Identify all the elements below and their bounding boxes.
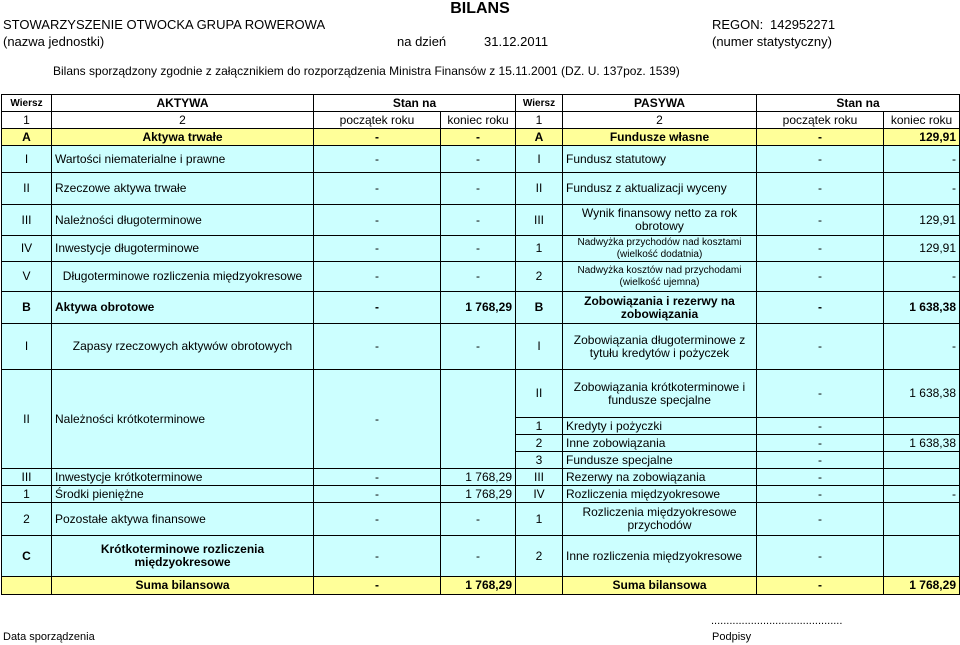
row-code: III (516, 469, 563, 486)
row-name: Aktywa trwałe (52, 129, 314, 146)
row-end (884, 536, 960, 577)
row-end: - (884, 324, 960, 370)
row-start: - (314, 324, 441, 370)
signature-dots: ........................................... (711, 615, 843, 627)
row-code: 2 (516, 262, 563, 292)
row-end (884, 503, 960, 536)
sum-start: - (314, 577, 441, 595)
row-name: Inne rozliczenia międzyokresowe (563, 536, 757, 577)
row-start: - (757, 292, 884, 324)
row-name: Rozliczenia międzyokresowe (563, 486, 757, 503)
row-end: - (441, 536, 516, 577)
row-end: - (441, 173, 516, 205)
row-start: - (757, 146, 884, 173)
row-code: B (2, 292, 52, 324)
row-name: Inwestycje długoterminowe (52, 236, 314, 262)
row-code: 1 (516, 236, 563, 262)
row-end: 1 638,38 (884, 435, 960, 452)
header-pasywa: PASYWA (563, 95, 757, 112)
row-start: - (757, 370, 884, 418)
row-code: V (2, 262, 52, 292)
header-wiersz-left: Wiersz (2, 95, 52, 112)
table-row (2, 236, 960, 262)
row-code: 1 (2, 486, 52, 503)
row-end: 1 768,29 (441, 469, 516, 486)
row-code: III (2, 205, 52, 236)
row-name: Należności długoterminowe (52, 205, 314, 236)
row-end (884, 418, 960, 435)
row-code: II (516, 173, 563, 205)
sum-start: - (757, 577, 884, 595)
row-name: Środki pieniężne (52, 486, 314, 503)
row-start: - (314, 262, 441, 292)
row-end: - (884, 262, 960, 292)
colnum-1-right: 1 (516, 112, 563, 129)
row-name: Fundusze własne (563, 129, 757, 146)
row-name: Kredyty i pożyczki (563, 418, 757, 435)
row-code: 2 (516, 536, 563, 577)
header-wiersz-right: Wiersz (516, 95, 563, 112)
row-end (884, 469, 960, 486)
table-row (2, 173, 960, 205)
row-code: II (2, 370, 52, 469)
row-start: - (314, 292, 441, 324)
row-name: Nadwyżka kosztów nad przychodami (wielkość ujemna) (563, 262, 757, 292)
org-name: STOWARZYSZENIE OTWOCKA GRUPA ROWEROWA (3, 17, 326, 32)
row-name: Nadwyżka przychodów nad kosztami (wielkość dodatnia) (563, 236, 757, 262)
row-start: - (314, 469, 441, 486)
row-end: - (441, 129, 516, 146)
basis-note: Bilans sporządzony zgodnie z załącznikiem do rozporządzenia Ministra Finansów z 15.11.2001 (DZ. U. 137poz. 1539) (53, 64, 680, 78)
colnum-1-left: 1 (2, 112, 52, 129)
date-caption: Data sporządzenia (3, 631, 95, 643)
row-start: - (314, 146, 441, 173)
sum-code (516, 577, 563, 595)
row-end: 129,91 (884, 129, 960, 146)
row-end: - (441, 205, 516, 236)
table-row (2, 370, 960, 418)
row-start: - (757, 129, 884, 146)
sum-end: 1 768,29 (441, 577, 516, 595)
row-start: - (314, 173, 441, 205)
row-code: IV (516, 486, 563, 503)
row-end: 1 638,38 (884, 292, 960, 324)
row-end: 129,91 (884, 205, 960, 236)
header-stan-na-right: Stan na (757, 95, 960, 112)
row-code: II (516, 370, 563, 418)
row-start: - (757, 503, 884, 536)
row-name: Aktywa obrotowe (52, 292, 314, 324)
row-code: A (516, 129, 563, 146)
row-code: I (516, 324, 563, 370)
table-row (2, 324, 960, 370)
table-row (2, 146, 960, 173)
row-end: - (884, 146, 960, 173)
row-start: - (757, 262, 884, 292)
sum-code (2, 577, 52, 595)
table-row (2, 129, 960, 146)
org-caption: (nazwa jednostki) (3, 34, 105, 49)
row-name: Wartości niematerialne i prawne (52, 146, 314, 173)
row-end: 1 638,38 (884, 370, 960, 418)
row-name: Należności krótkoterminowe (52, 370, 314, 469)
row-code: 2 (516, 435, 563, 452)
row-name: Rzeczowe aktywa trwałe (52, 173, 314, 205)
date-label: na dzień (397, 34, 447, 49)
table-row (2, 205, 960, 236)
header-stan-na-left: Stan na (314, 95, 516, 112)
row-start: - (757, 536, 884, 577)
row-end: 1 768,29 (441, 292, 516, 324)
row-code: III (516, 205, 563, 236)
table-row (2, 469, 960, 486)
row-end: - (884, 486, 960, 503)
row-end: 1 768,29 (441, 486, 516, 503)
row-start: - (314, 503, 441, 536)
row-code: 1 (516, 418, 563, 435)
row-start: - (314, 205, 441, 236)
table-row (2, 536, 960, 577)
row-end (884, 452, 960, 469)
row-end: - (441, 503, 516, 536)
row-name: Fundusze specjalne (563, 452, 757, 469)
row-start: - (757, 469, 884, 486)
row-code: A (2, 129, 52, 146)
row-start: - (314, 129, 441, 146)
row-name: Krótkoterminowe rozliczenia międzyokresowe (52, 536, 314, 577)
table-row (2, 262, 960, 292)
row-name: Inwestycje krótkoterminowe (52, 469, 314, 486)
row-name: Zobowiązania długoterminowe z tytułu kredytów i pożyczek (563, 324, 757, 370)
sum-row (2, 577, 960, 595)
column-number-row (2, 112, 960, 129)
row-end: - (441, 146, 516, 173)
row-start: - (757, 486, 884, 503)
row-start: - (314, 370, 441, 469)
signatures-caption: Podpisy (712, 631, 752, 643)
row-code: II (2, 173, 52, 205)
sum-name: Suma bilansowa (563, 577, 757, 595)
row-start: - (757, 236, 884, 262)
regon-label: REGON: (712, 17, 764, 32)
row-start: - (314, 236, 441, 262)
row-start: - (757, 452, 884, 469)
row-start: - (314, 536, 441, 577)
row-start: - (757, 418, 884, 435)
colnum-2-right: 2 (563, 112, 757, 129)
row-name: Zapasy rzeczowych aktywów obrotowych (52, 324, 314, 370)
row-name: Rozliczenia międzyokresowe przychodów (563, 503, 757, 536)
table-row (2, 292, 960, 324)
document-title: BILANS (450, 0, 510, 17)
table-row (2, 503, 960, 536)
regon-caption: (numer statystyczny) (712, 34, 832, 49)
row-code: I (2, 324, 52, 370)
row-end: 129,91 (884, 236, 960, 262)
row-name: Pozostałe aktywa finansowe (52, 503, 314, 536)
col-end-left: koniec roku (441, 112, 516, 129)
regon-value: 142952271 (770, 17, 836, 32)
row-name: Zobowiązania i rezerwy na zobowiązania (563, 292, 757, 324)
date-value: 31.12.2011 (484, 34, 549, 49)
col-start-right: początek roku (757, 112, 884, 129)
row-code: 1 (516, 503, 563, 536)
row-end: - (441, 236, 516, 262)
row-end (441, 370, 516, 469)
sum-end: 1 768,29 (884, 577, 960, 595)
row-name: Fundusz statutowy (563, 146, 757, 173)
row-start: - (757, 205, 884, 236)
header-row (2, 95, 960, 112)
colnum-2-left: 2 (52, 112, 314, 129)
balance-sheet-table (1, 94, 960, 595)
col-start-left: początek roku (314, 112, 441, 129)
row-name: Zobowiązania krótkoterminowe i fundusze specjalne (563, 370, 757, 418)
row-start: - (757, 435, 884, 452)
row-code: I (516, 146, 563, 173)
row-name: Fundusz z aktualizacji wyceny (563, 173, 757, 205)
row-code: 3 (516, 452, 563, 469)
row-start: - (757, 173, 884, 205)
row-code: B (516, 292, 563, 324)
row-end: - (884, 173, 960, 205)
row-code: I (2, 146, 52, 173)
row-end: - (441, 324, 516, 370)
row-code: 2 (2, 503, 52, 536)
row-start: - (757, 324, 884, 370)
row-start: - (314, 486, 441, 503)
row-code: IV (2, 236, 52, 262)
row-end: - (441, 262, 516, 292)
row-name: Długoterminowe rozliczenia międzyokresowe (52, 262, 314, 292)
row-name: Wynik finansowy netto za rok obrotowy (563, 205, 757, 236)
row-name: Rezerwy na zobowiązania (563, 469, 757, 486)
sum-name: Suma bilansowa (52, 577, 314, 595)
table-row (2, 486, 960, 503)
header-aktywa: AKTYWA (52, 95, 314, 112)
col-end-right: koniec roku (884, 112, 960, 129)
row-code: C (2, 536, 52, 577)
row-code: III (2, 469, 52, 486)
row-name: Inne zobowiązania (563, 435, 757, 452)
